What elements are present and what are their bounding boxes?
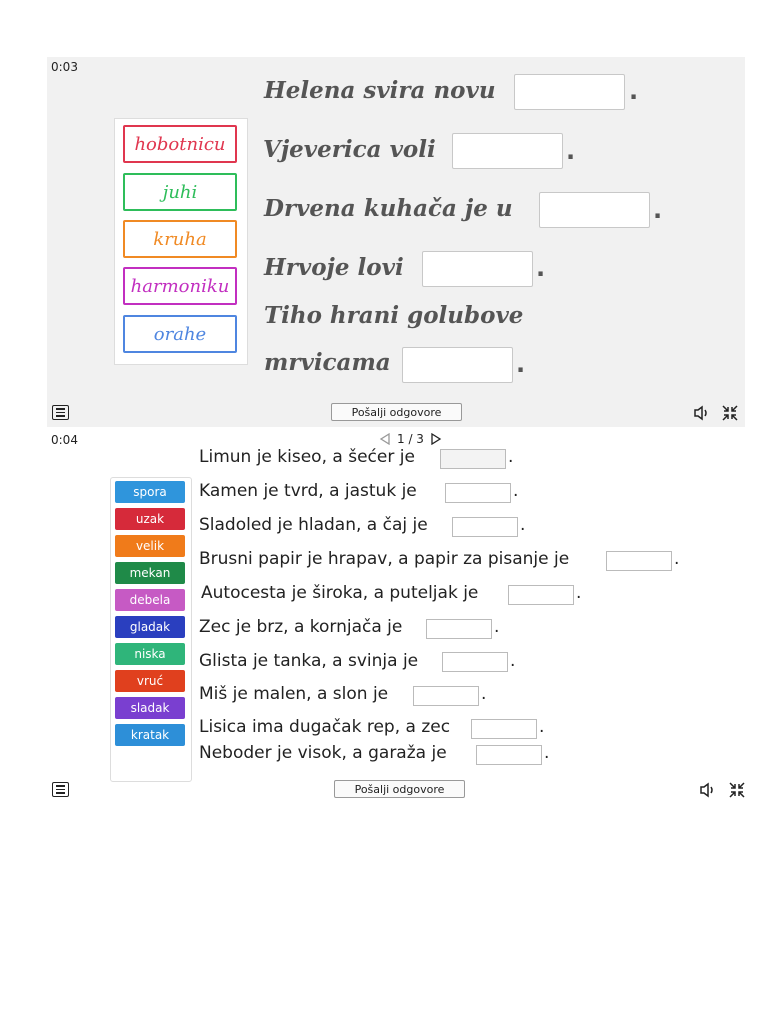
- word-chip-niska[interactable]: niska: [115, 643, 185, 665]
- sentence-period: .: [510, 651, 516, 671]
- sentence-2: Vjeverica voli: [263, 136, 436, 163]
- answer-box-1[interactable]: [440, 449, 506, 469]
- speaker-icon[interactable]: [699, 782, 717, 798]
- speaker-icon[interactable]: [693, 405, 711, 421]
- sentence-period: .: [513, 481, 519, 501]
- exit-fullscreen-icon[interactable]: [721, 404, 739, 422]
- sentence-period: .: [508, 447, 514, 467]
- bottom-toolbar: [47, 779, 745, 803]
- next-page-icon[interactable]: [430, 433, 442, 445]
- word-chip-gladak[interactable]: gladak: [115, 616, 185, 638]
- word-chip-harmoniku[interactable]: harmoniku: [123, 267, 237, 305]
- sentence-3: Sladoled je hladan, a čaj je: [199, 515, 428, 535]
- exit-fullscreen-icon[interactable]: [728, 781, 746, 799]
- menu-icon[interactable]: [52, 405, 69, 420]
- sentence-4: Hrvoje lovi: [264, 254, 404, 281]
- sentence-4: Brusni papir je hrapav, a papir za pisanje je: [199, 549, 570, 569]
- sentence-10: Neboder je visok, a garaža je: [199, 743, 447, 763]
- sentence-period: .: [481, 684, 487, 704]
- sentence-period: .: [629, 77, 639, 105]
- answer-box-2[interactable]: [452, 133, 563, 169]
- sentence-9: Lisica ima dugačak rep, a zec: [199, 717, 451, 737]
- sentence-period: .: [653, 196, 663, 224]
- sentence-period: .: [674, 549, 680, 569]
- word-chip-spora[interactable]: spora: [115, 481, 185, 503]
- word-chip-kratak[interactable]: kratak: [115, 724, 185, 746]
- page-indicator: 1 / 3: [397, 432, 424, 446]
- sentence-8: Miš je malen, a slon je: [199, 684, 389, 704]
- activity-panel-2: [47, 430, 745, 802]
- answer-box-3[interactable]: [452, 517, 518, 537]
- word-chip-juhi[interactable]: juhi: [123, 173, 237, 211]
- sentence-period: .: [566, 137, 576, 165]
- sentence-period: .: [520, 515, 526, 535]
- sentence-period: .: [494, 617, 500, 637]
- sentence-5: Autocesta je široka, a puteljak je: [201, 583, 479, 603]
- sentence-period: .: [544, 743, 550, 763]
- sentence-7: Glista je tanka, a svinja je: [199, 651, 419, 671]
- word-bank: [110, 477, 192, 782]
- word-chip-kruha[interactable]: kruha: [123, 220, 237, 258]
- submit-answers-button[interactable]: Pošalji odgovore: [334, 780, 465, 798]
- answer-box-9[interactable]: [471, 719, 537, 739]
- page-navigator: [379, 432, 442, 446]
- timer: 0:04: [51, 433, 78, 447]
- timer: 0:03: [51, 60, 78, 74]
- sentence-5: Tiho hrani golubove: [264, 302, 524, 329]
- answer-box-4[interactable]: [422, 251, 533, 287]
- answer-box-7[interactable]: [442, 652, 508, 672]
- sentence-1: Helena svira novu: [264, 77, 496, 104]
- sentence-5-continued: mrvicama: [264, 349, 391, 376]
- answer-box-6[interactable]: [426, 619, 492, 639]
- word-chip-vruc[interactable]: vruć: [115, 670, 185, 692]
- menu-icon[interactable]: [52, 782, 69, 797]
- answer-box-3[interactable]: [539, 192, 650, 228]
- sentence-6: Zec je brz, a kornjača je: [199, 617, 403, 637]
- word-chip-velik[interactable]: velik: [115, 535, 185, 557]
- answer-box-10[interactable]: [476, 745, 542, 765]
- sentence-period: .: [576, 583, 582, 603]
- prev-page-icon[interactable]: [379, 433, 391, 445]
- answer-box-4[interactable]: [606, 551, 672, 571]
- sentence-period: .: [516, 350, 526, 378]
- word-chip-mekan[interactable]: mekan: [115, 562, 185, 584]
- answer-box-1[interactable]: [514, 74, 625, 110]
- word-bank: [114, 118, 248, 365]
- sentence-2: Kamen je tvrd, a jastuk je: [199, 481, 417, 501]
- sentence-3: Drvena kuhača je u: [264, 195, 513, 222]
- word-chip-debela[interactable]: debela: [115, 589, 185, 611]
- answer-box-2[interactable]: [445, 483, 511, 503]
- word-chip-sladak[interactable]: sladak: [115, 697, 185, 719]
- word-chip-orahe[interactable]: orahe: [123, 315, 237, 353]
- word-chip-uzak[interactable]: uzak: [115, 508, 185, 530]
- sentence-period: .: [539, 717, 545, 737]
- answer-box-5[interactable]: [508, 585, 574, 605]
- submit-answers-button[interactable]: Pošalji odgovore: [331, 403, 462, 421]
- answer-box-5[interactable]: [402, 347, 513, 383]
- answer-box-8[interactable]: [413, 686, 479, 706]
- sentence-1: Limun je kiseo, a šećer je: [199, 447, 415, 467]
- word-chip-hobotnicu[interactable]: hobotnicu: [123, 125, 237, 163]
- sentence-period: .: [536, 254, 546, 282]
- activity-panel-1: [47, 57, 745, 427]
- bottom-toolbar: [47, 402, 745, 426]
